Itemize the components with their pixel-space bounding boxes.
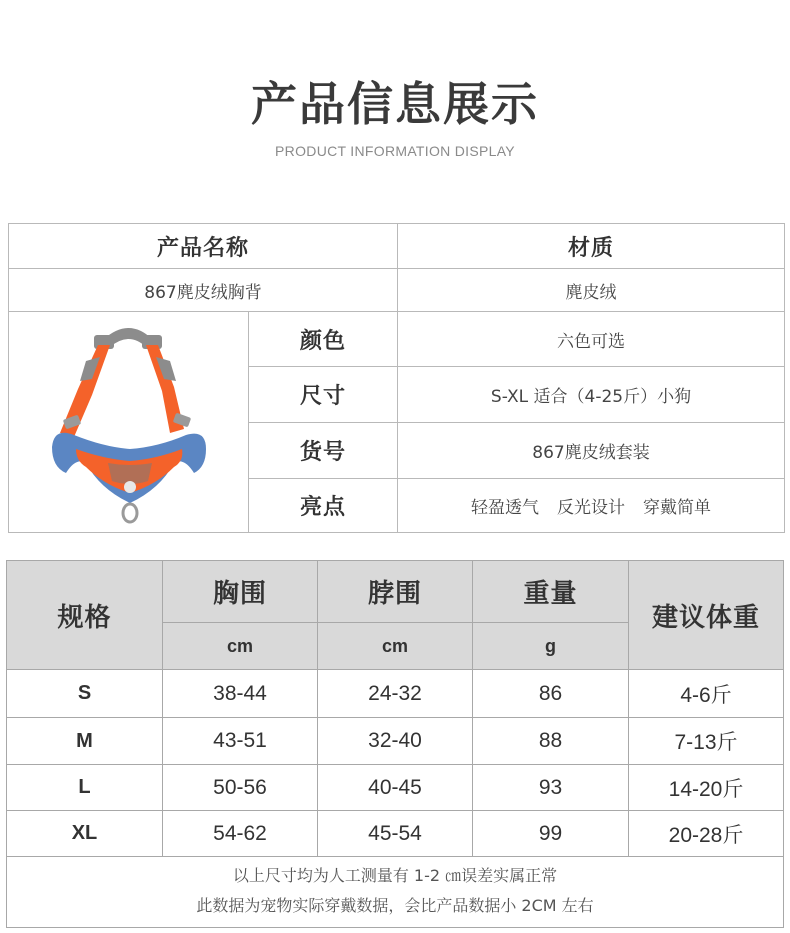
table-cell: 14-20斤 [668,777,744,801]
item-number-label: 货号 [299,440,346,465]
size-s: S [77,682,92,704]
item-number-value: 867麂皮绒套装 [532,443,650,463]
chest-header: 胸围 [212,579,267,609]
neck-unit: cm [381,635,408,656]
table-cell: 24-32 [368,681,422,705]
measurement-note: 以上尺寸均为人工测量有 1-2 ㎝误差实属正常 [232,865,558,885]
feature-lightweight: 轻盈透气 [471,498,539,518]
size-xl: XL [71,822,98,844]
product-info-table [8,223,785,533]
weight-unit: g [545,635,556,656]
size-l: L [78,776,91,798]
feature-reflective: 反光设计 [557,498,625,518]
table-cell: 7-13斤 [674,731,738,754]
highlights-value [398,479,784,532]
color-label: 颜色 [299,328,346,354]
harness-illustration [34,317,224,527]
recommended-weight-header: 建议体重 [651,602,760,633]
table-cell: 50-56 [213,775,267,799]
table-cell: 32-40 [368,729,422,752]
chest-unit: cm [226,635,253,656]
material-value: 麂皮绒 [565,282,617,303]
feature-easy-wear: 穿戴简单 [643,498,711,518]
size-chart-table [6,560,784,928]
table-cell: 40-45 [368,775,422,799]
table-cell: 54-62 [213,821,267,845]
neck-header: 脖围 [367,579,422,609]
table-cell: 99 [538,821,563,845]
product-name-header: 产品名称 [156,235,249,261]
weight-header: 重量 [523,579,578,609]
size-m: M [76,729,93,752]
table-cell: 88 [538,729,563,752]
page-subtitle: PRODUCT INFORMATION DISPLAY [275,143,515,159]
table-cell: 43-51 [213,729,267,752]
table-cell: 38-44 [213,681,267,705]
table-cell: 45-54 [368,821,422,845]
highlights-label: 亮点 [299,495,346,520]
material-header: 材质 [567,235,614,261]
table-cell: 93 [538,775,563,799]
page-title: 产品信息展示 [251,77,539,131]
fit-note: 此数据为宠物实际穿戴数据，会比产品数据小 2CM 左右 [196,895,594,915]
table-cell: 4-6斤 [680,683,732,707]
product-image [9,312,248,532]
size-label: 尺寸 [299,384,346,409]
color-value: 六色可选 [557,331,625,352]
table-cell: 20-28斤 [668,823,744,847]
size-value: S-XL 适合（4-25斤）小狗 [490,387,692,407]
table-cell: 86 [538,681,563,705]
product-name-value: 867麂皮绒胸背 [144,282,262,303]
spec-header: 规格 [57,602,112,633]
